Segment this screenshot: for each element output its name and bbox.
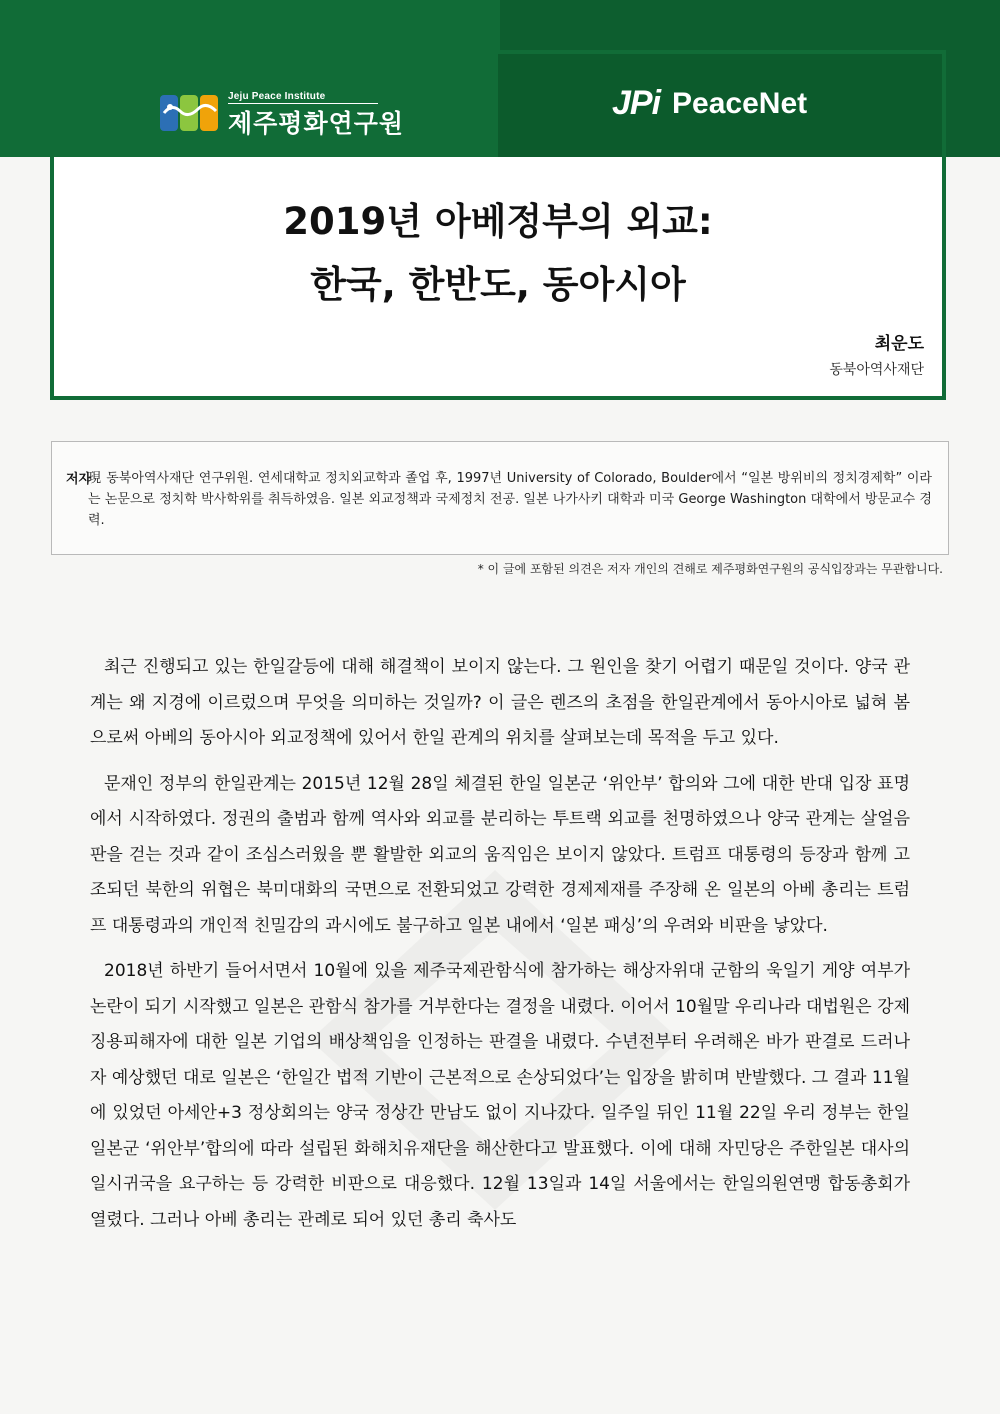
jpi-mark: JPi bbox=[612, 84, 661, 122]
paragraph: 최근 진행되고 있는 한일갈등에 대해 해결책이 보이지 않는다. 그 원인을 찾기 어렵기 때문일 것이다. 양국 관계는 왜 지경에 이르렀으며 무엇을 의미하는 것일까? 이 글은 렌즈의 초점을 한일관계에서 동아시아로 넓혀 봄으로써 아베의 동아시아 외교정책에 있어서 한일 관계의 위치를 살펴보는데 목적을 두고 있다. bbox=[90, 657, 910, 748]
institute-name-en: Jeju Peace Institute bbox=[228, 91, 378, 104]
paragraph: 문재인 정부의 한일관계는 2015년 12월 28일 체결된 한일 일본군 ‘위안부’ 합의와 그에 대한 반대 입장 표명에서 시작하였다. 정권의 출범과 함께 역사와 외교를 분리하는 투트랙 외교를 천명하였으나 양국 관계는 살얼음판을 걷는 것과 같이 조심스러웠을 뿐 활발한 외교의 움직임은 보이지 않았다. 트럼프 대통령의 등장과 함께 고조되던 북한의 위협은 북미대화의 국면으로 전환되었고 강력한 경제제재를 주장해 온 일본의 아베 총리는 트럼프 대통령과의 개인적 친밀감의 과시에도 불구하고 일본 내에서 ‘일본 패싱’의 우려와 비판을 낳았다. bbox=[90, 773, 910, 936]
bio-text: 現 동북아역사재단 연구위원. 연세대학교 정치외교학과 졸업 후, 1997년 University of Colorado, Boulder에서 “일본 방위비의 정치경제학” 이라는 논문으로 정치학 박사학위를 취득하였음. 일본 외교정책과 국제정치 전공. 일본 나가사키 대학과 미국 George Washington 대학에서 방문교수 경력. bbox=[88, 471, 932, 528]
bio-label: 저자 bbox=[66, 472, 92, 487]
author-affiliation: 동북아역사재단 bbox=[829, 362, 924, 378]
header-frame bbox=[50, 50, 946, 400]
author-name: 최운도 bbox=[874, 334, 924, 354]
article-body bbox=[90, 650, 910, 1248]
title-line-1: 2019년 아베정부의 외교: bbox=[283, 200, 713, 243]
institute-emblem-icon bbox=[158, 89, 220, 135]
institute-name-ko: 제주평화연구원 bbox=[228, 109, 405, 138]
jeju-peace-institute-logo bbox=[158, 84, 404, 140]
paragraph: 2018년 하반기 들어서면서 10월에 있을 제주국제관함식에 참가하는 해상자위대 군함의 욱일기 게양 여부가 논란이 되기 시작했고 일본은 관함식 참가를 거부한다는 결정을 내렸다. 이어서 10월말 우리나라 대법원은 강제징용피해자에 대한 일본 기업의 배상책임을 인정하는 판결을 내렸다. 수년전부터 우려해온 바가 판결로 드러나자 예상했던 대로 일본은 ‘한일간 법적 기반이 근본적으로 손상되었다’는 입장을 밝히며 반발했다. 그 결과 11월에 있었던 아세안+3 정상회의는 양국 정상간 만남도 없이 지나갔다. 일주일 뒤인 11월 22일 우리 정부는 한일 일본군 ‘위안부’합의에 따라 설립된 화해치유재단을 해산한다고 발표했다. 이에 대해 자민당은 주한일본 대사의 일시귀국을 요구하는 등 강력한 비판으로 대응했다. 12월 13일과 14일 서울에서는 한일의원연맹 합동총회가 열렸다. 그러나 아베 총리는 관례로 되어 있던 총리 축사도 bbox=[90, 961, 910, 1230]
title-line-2: 한국, 한반도, 동아시아 bbox=[310, 263, 686, 306]
author-bio-box bbox=[51, 441, 949, 555]
disclaimer: * 이 글에 포함된 의견은 저자 개인의 견해로 제주평화연구원의 공식입장과는 무관합니다. bbox=[477, 562, 943, 576]
peacenet-logo bbox=[612, 84, 807, 123]
peacenet-wordmark: PeaceNet bbox=[672, 86, 808, 120]
institute-name bbox=[228, 84, 404, 140]
